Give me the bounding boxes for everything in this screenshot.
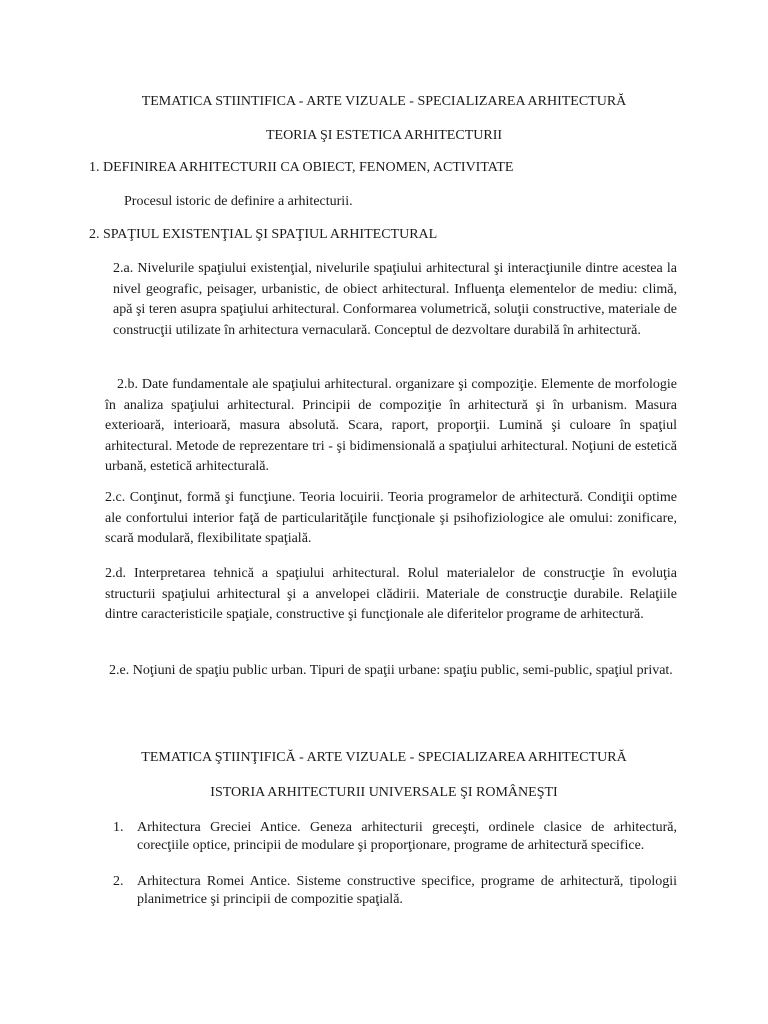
section2-title: TEMATICA ŞTIINŢIFICĂ - ARTE VIZUALE - SPECIALIZAREA ARHITECTURĂ [141, 750, 627, 765]
heading-1-text: Procesul istoric de definire a arhitecturii. [124, 194, 353, 209]
paragraph-2c: 2.c. Conţinut, formă şi funcţiune. Teoria locuirii. Teoria programelor de arhitectură. Condiţii optime ale confortului interior faţă de particularităţile funcţionale şi psihofiziologice ale omului: zonificare, scară modulară, flexibilitate spaţială. [105, 490, 677, 546]
section1-subtitle: TEORIA ŞI ESTETICA ARHITECTURII [265, 128, 503, 143]
list-item-number: 1. [113, 820, 124, 835]
paragraph-2b: 2.b. Date fundamentale ale spaţiului arhitectural. organizare şi compoziţie. Elemente de morfologie în analiza spaţiului arhitectural. Principii de compoziţie în arhitectură şi în urbanism. Masura exterioară, interioară, masura absolută. Scara, raport, proporţii. Lumină şi culoare în spaţiul arhitectural. Metode de reprezentare tri - şi bidimensională a spaţiului arhitectural. Noţiuni de estetică urbană, estetică arhitecturală. [105, 377, 677, 474]
list-item [113, 873, 677, 908]
heading-2: 2. SPAŢIUL EXISTENŢIAL ŞI SPAŢIUL ARHITECTURAL [89, 227, 438, 242]
list-item-text: Arhitectura Greciei Antice. Geneza arhitecturii greceşti, ordinele clasice de arhitectură, corecţiile optice, principii de modulare şi proporţionare, programe de arhitectură specifice. [137, 820, 677, 853]
paragraph-2e: 2.e. Noţiuni de spaţiu public urban. Tipuri de spaţii urbane: spaţiu public, semi-public, spaţiul privat. [109, 663, 673, 678]
list-item-number: 2. [113, 874, 124, 889]
section1-title: TEMATICA STIINTIFICA - ARTE VIZUALE - SPECIALIZAREA ARHITECTURĂ [141, 94, 627, 109]
section2-subtitle: ISTORIA ARHITECTURII UNIVERSALE ŞI ROMÂNEŞTI [210, 785, 558, 800]
list-item [113, 819, 677, 854]
paragraph-2d: 2.d. Interpretarea tehnică a spaţiului arhitectural. Rolul materialelor de construcţie în evoluţia structurii spaţiului arhitectural şi a anvelopei clădirii. Materiale de construcţie durabile. Relaţiile dintre caracteristicile spaţiale, constructive şi funcţionale ale diferitelor programe de arhitectură. [105, 566, 677, 622]
paragraph-2a: 2.a. Nivelurile spaţiului existenţial, nivelurile spaţiului arhitectural şi interacţiunile dintre acestea la nivel geografic, peisager, urbanistic, de obiect arhitectural. Influenţa elementelor de mediu: climă, apă şi teren asupra spaţiului arhitectural. Conformarea volumetrică, soluţii constructive, materiale de construcţii utilizate în arhitectura vernaculară. Conceptul de dezvoltare durabilă în arhitectură. [113, 261, 677, 338]
heading-1: 1. DEFINIREA ARHITECTURII CA OBIECT, FENOMEN, ACTIVITATE [89, 160, 514, 175]
list-item-text: Arhitectura Romei Antice. Sisteme constructive specifice, programe de arhitectură, tipologii planimetrice şi principii de compozitie spaţială. [137, 874, 677, 907]
